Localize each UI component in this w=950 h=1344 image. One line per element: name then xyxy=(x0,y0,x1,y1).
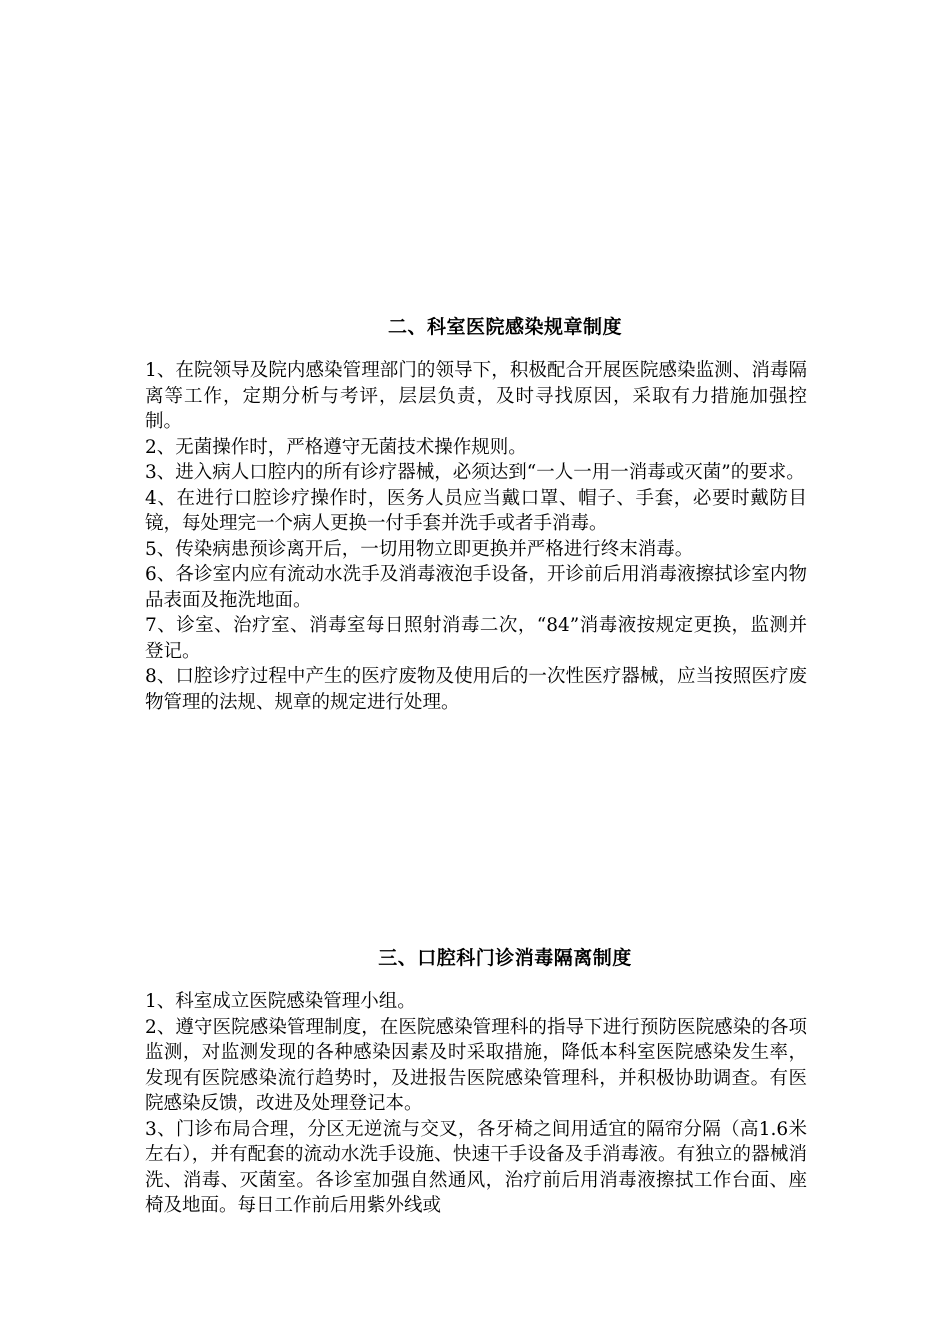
section-heading: 二、科室医院感染规章制度 xyxy=(387,316,622,338)
paragraph: 5、传染病患预诊离开后，一切用物立即更换并严格进行终末消毒。 xyxy=(145,538,694,560)
paragraph: 1、在院领导及院内感染管理部门的领导下，积极配合开展医院感染监测、消毒隔离等工作，定期分析与考评，层层负责，及时寻找原因，采取有力措施加强控制。 xyxy=(145,360,807,432)
section-disinfection-rules xyxy=(145,945,807,1219)
paragraph: 6、各诊室内应有流动水洗手及消毒液泡手设备，开诊前后用消毒液擦拭诊室内物品表面及拖洗地面。 xyxy=(145,564,807,611)
paragraph: 7、诊室、治疗室、消毒室每日照射消毒二次，“84”消毒液按规定更换，监测并登记。 xyxy=(145,615,807,662)
paragraph: 4、在进行口腔诊疗操作时，医务人员应当戴口罩、帽子、手套，必要时戴防目镜，每处理完一个病人更换一付手套并洗手或者手消毒。 xyxy=(145,487,807,534)
section-heading: 三、口腔科门诊消毒隔离制度 xyxy=(378,947,632,969)
paragraph: 3、门诊布局合理，分区无逆流与交叉，各牙椅之间用适宜的隔帘分隔（高1.6米左右），并有配套的流动水洗手设施、快速干手设备及手消毒液。有独立的器械消洗、消毒、灭菌室。各诊室加强自然通风，治疗前后用消毒液擦拭工作台面、座椅及地面。每日工作前后用紫外线或 xyxy=(145,1118,807,1216)
paragraph: 8、口腔诊疗过程中产生的医疗废物及使用后的一次性医疗器械，应当按照医疗废物管理的法规、规章的规定进行处理。 xyxy=(145,666,807,713)
paragraph: 2、遵守医院感染管理制度，在医院感染管理科的指导下进行预防医院感染的各项监测，对监测发现的各种感染因素及时采取措施，降低本科室医院感染发生率，发现有医院感染流行趋势时，及进报告医院感染管理科，并积极协助调查。有医院感染反馈，改进及处理登记本。 xyxy=(145,1016,807,1114)
paragraph: 3、进入病人口腔内的所有诊疗器械，必须达到“一人一用一消毒或灭菌”的要求。 xyxy=(145,462,805,483)
paragraph: 1、科室成立医院感染管理小组。 xyxy=(145,991,416,1012)
paragraph: 2、无菌操作时，严格遵守无菌技术操作规则。 xyxy=(145,436,527,458)
section-infection-rules xyxy=(145,314,807,715)
